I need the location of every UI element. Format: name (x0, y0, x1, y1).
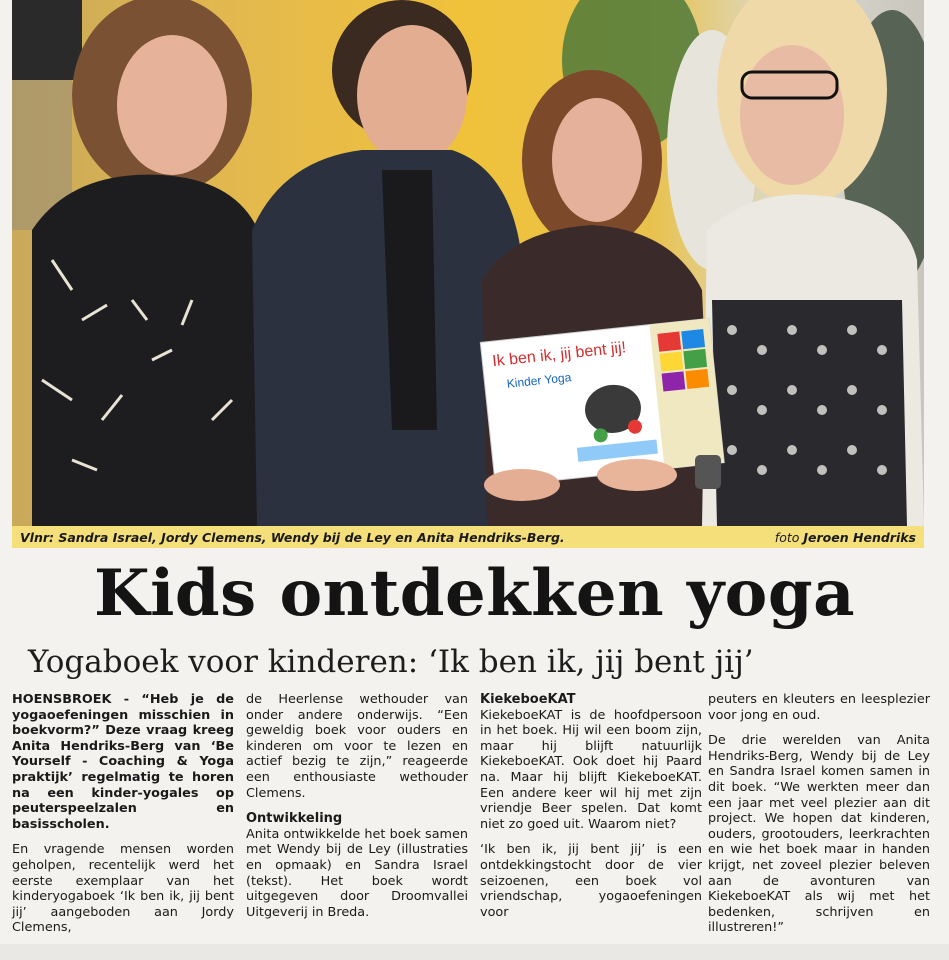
article-column-4 (708, 692, 930, 946)
paragraph: Anita ontwikkelde het boek samen met Wendy bij de Ley (illustraties en opmaak) en Sandra Israel (tekst). Het boek wordt uitgegeven door Droomvallei Uitgeverij in Breda. (246, 826, 468, 920)
article-column-2 (246, 692, 468, 930)
subheadline: Yogaboek voor kinderen: ‘Ik ben ik, jij bent jij’ (28, 644, 754, 680)
paragraph: peuters en kleuters en leesplezier voor jong en oud. (708, 692, 930, 723)
photo-illustration (12, 0, 924, 526)
paragraph: En vragende mensen worden geholpen, recentelijk werd het eerste exemplaar van het kinderyogaboek ‘Ik ben ik, jij bent jij’ aangeboden aan Jordy Clemens, (12, 842, 234, 936)
lead-paragraph: HOENSBROEK - “Heb je de yogaoefeningen misschien in boekvorm?” Deze vraag kreeg Anita Hendriks-Berg van ‘Be Yourself - Coaching & Yoga praktijk’ regelmatig te horen na een kinder-yogales op peuterspeelzalen en basisscholen. (12, 692, 234, 832)
photo-caption (12, 526, 924, 548)
credit-prefix: foto (774, 529, 800, 545)
headline: Kids ontdekken yoga (93, 556, 856, 631)
section-heading: KiekeboeKAT (480, 692, 576, 707)
paragraph: De drie werelden van Anita Hendriks-Berg, Wendy bij de Ley en Sandra Israel komen samen in dit boek. “We werkten meer dan een jaar met veel plezier aan dit project. We hopen dat kinderen, ouders, grootouders, leerkrachten en wie het boek maar in handen krijgt, net zoveel plezier beleven aan de avonturen van KiekeboeKAT als wij met het bedenken, schrijven en illustreren!” (708, 733, 930, 936)
article-column-3 (480, 692, 702, 930)
book-cover (480, 318, 724, 486)
caption-names: Vlnr: Sandra Israel, Jordy Clemens, Wendy bij de Ley en Anita Hendriks-Berg. (20, 529, 565, 545)
article-column-1 (12, 692, 234, 946)
paragraph: ‘Ik ben ik, jij bent jij’ is een ontdekkingstocht door de vier seizoenen, een boek vol vriendschap, yogaoefeningen voor (480, 842, 702, 920)
book-title: Ik ben ik, jij bent jij! (491, 339, 627, 371)
paragraph: KiekeboeKAT is de hoofdpersoon in het boek. Hij wil een boom zijn, maar hij blijft natuurlijk KiekeboeKAT. Ook doet hij Paard na. Maar hij blijft KiekeboeKAT. Een andere keer wil hij met zijn vriendje Beer spelen. Dat komt niet zo goed uit. Waarom niet? (480, 707, 702, 832)
photo-credit (775, 530, 916, 545)
section-heading: Ontwikkeling (246, 811, 343, 827)
news-photo (12, 0, 924, 526)
page-bottom-edge (0, 944, 949, 960)
article-body (12, 692, 930, 954)
book-subtitle: Kinder Yoga (506, 370, 572, 391)
paragraph: de Heerlense wethouder van onder andere onderwijs. “Een geweldig boek voor ouders en kinderen om voor te lezen en actief bezig te zijn,” reageerde een enthousiaste wethouder Clemens. (246, 692, 468, 801)
credit-name: Jeroen Hendriks (803, 529, 916, 545)
